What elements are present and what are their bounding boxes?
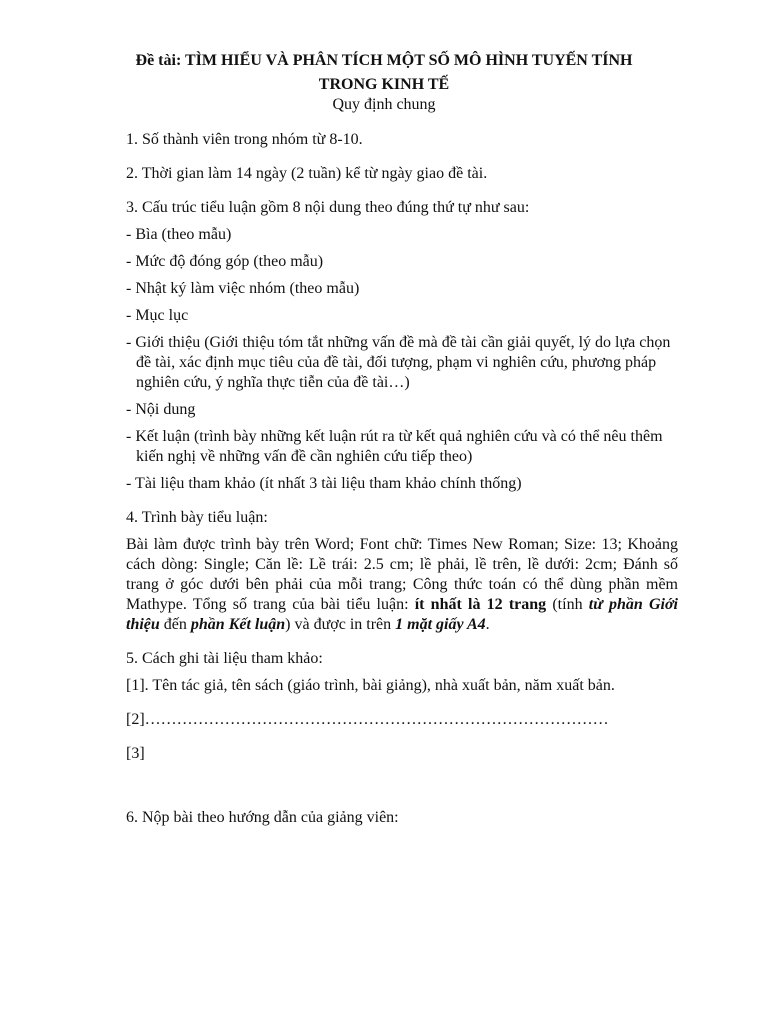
rule-2-duration: 2. Thời gian làm 14 ngày (2 tuần) kể từ ngày giao đề tài. — [126, 165, 488, 182]
structure-item-content: - Nội dung — [126, 401, 196, 418]
rule-5-references: 5. Cách ghi tài liệu tham khảo: — [126, 650, 323, 667]
structure-item-toc: - Mục lục — [126, 307, 189, 324]
structure-item-work-log: - Nhật ký làm việc nhóm (theo mẫu) — [126, 280, 360, 297]
rule-1-members: 1. Số thành viên trong nhóm từ 8-10. — [126, 131, 363, 148]
formatting-text-1: Bài làm được trình bày trên Word; Font chữ: Times New Roman; Size: 13; Khoảng cách dòng: Single; Căn lề: Lề trái: 2.5 cm; lề phải, lề trên, lề dưới: 2cm; Đánh số trang ở góc dưới bên phải của mỗi trang; Công thức toán có thể dùng phần mềm Mathype. Tổng số trang của bài tiểu luận: — [126, 536, 678, 613]
reference-1: [1]. Tên tác giả, tên sách (giáo trình, bài giảng), nhà xuất bản, năm xuất bản. — [126, 677, 615, 694]
rule-4-formatting: 4. Trình bày tiểu luận: — [126, 509, 268, 526]
reference-3: [3] — [126, 745, 145, 762]
document-title-line-1: Đề tài: TÌM HIỂU VÀ PHÂN TÍCH MỘT SỐ MÔ HÌNH TUYẾN TÍNH — [135, 52, 633, 69]
formatting-text-3: đến — [159, 616, 191, 633]
document-body — [126, 130, 678, 828]
rule-3-structure: 3. Cấu trúc tiểu luận gồm 8 nội dung theo đúng thứ tự như sau: — [126, 199, 530, 216]
structure-item-cover: - Bìa (theo mẫu) — [126, 226, 232, 243]
formatting-text-5: . — [485, 616, 490, 633]
formatting-min-pages: ít nhất là 12 trang — [414, 596, 547, 613]
formatting-to-conclusion: phần Kết luận — [190, 616, 286, 633]
structure-item-references: - Tài liệu tham khảo (ít nhất 3 tài liệu tham khảo chính thống) — [126, 475, 522, 492]
reference-2: [2]…………………………………………………………………………… — [126, 711, 609, 728]
document-subtitle: Quy định chung — [332, 96, 436, 113]
rule-6-submission: 6. Nộp bài theo hướng dẫn của giảng viên: — [126, 809, 399, 826]
formatting-paper-size: 1 mặt giấy A4 — [395, 616, 486, 633]
document-title-line-2: TRONG KINH TẾ — [318, 76, 450, 93]
formatting-text-4: ) và được in trên — [285, 616, 396, 633]
structure-item-introduction: - Giới thiệu (Giới thiệu tóm tắt những vấn đề mà đề tài cần giải quyết, lý do lựa chọn đề tài, xác định mục tiêu của đề tài, đối tượng, phạm vi nghiên cứu, phương pháp nghiên cứu, ý nghĩa thực tiễn của đề tài…) — [126, 334, 671, 391]
formatting-from-intro: từ phần Giới thiệu — [126, 596, 679, 633]
formatting-text-2: (tính — [546, 596, 589, 613]
structure-item-conclusion: - Kết luận (trình bày những kết luận rút ra từ kết quả nghiên cứu và có thể nêu thêm kiến nghị về những vấn đề cần nghiên cứu tiếp theo) — [126, 428, 663, 465]
structure-item-contribution: - Mức độ đóng góp (theo mẫu) — [126, 253, 324, 270]
formatting-paragraph — [126, 535, 678, 635]
